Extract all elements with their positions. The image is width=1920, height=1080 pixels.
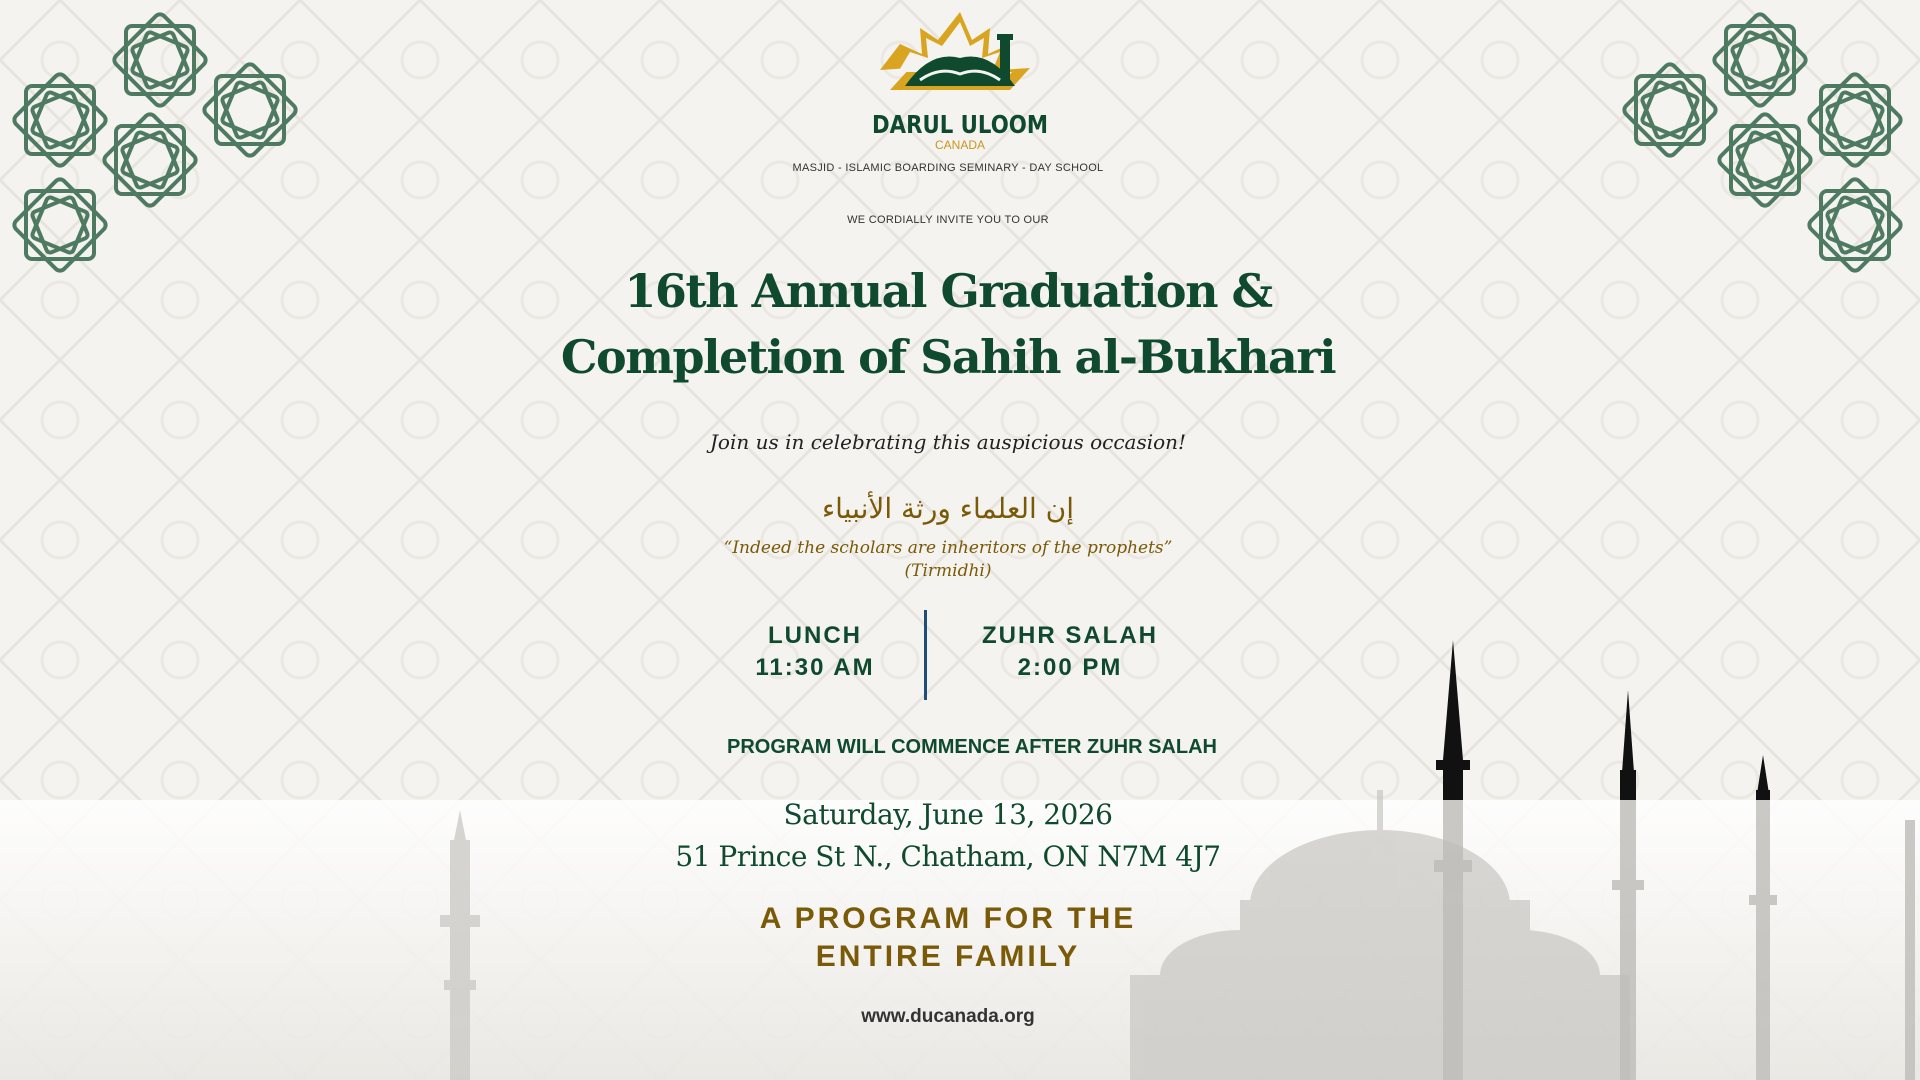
zuhr-label: ZUHR SALAH: [982, 622, 1158, 649]
quote-translation: “Indeed the scholars are inheritors of the prophets”: [723, 538, 1173, 558]
event-title-line2: Completion of Sahih al-Bukhari: [560, 330, 1336, 384]
arabic-quote: إن العلماء ورثة الأنبياء: [822, 492, 1074, 525]
schedule-right: [940, 622, 1200, 682]
tagline: MASJID - ISLAMIC BOARDING SEMINARY - DAY SCHOOL: [792, 162, 1104, 174]
family-line1: A PROGRAM FOR THE: [759, 902, 1137, 935]
logo-country: CANADA: [934, 138, 985, 152]
event-title-line1: 16th Annual Graduation &: [624, 264, 1272, 318]
family-line2: ENTIRE FAMILY: [815, 940, 1081, 973]
event-subtitle: Join us in celebrating this auspicious occasion!: [709, 430, 1187, 454]
quote-source: (Tirmidhi): [904, 561, 992, 581]
website-link[interactable]: www.ducanada.org: [861, 1006, 1035, 1027]
schedule: [700, 610, 1200, 700]
lunch-time: 11:30 AM: [755, 654, 875, 681]
schedule-divider: [924, 610, 927, 700]
schedule-left: [700, 622, 930, 682]
invite-lead: WE CORDIALLY INVITE YOU TO OUR: [847, 214, 1049, 226]
event-date: Saturday, June 13, 2026: [783, 798, 1113, 831]
event-address: 51 Prince St N., Chatham, ON N7M 4J7: [675, 840, 1221, 873]
lunch-label: LUNCH: [768, 622, 862, 649]
program-note: PROGRAM WILL COMMENCE AFTER ZUHR SALAH: [727, 736, 1217, 758]
zuhr-time: 2:00 PM: [1017, 654, 1123, 681]
maple-leaf-logo-icon: [860, 10, 1060, 115]
logo-name: DARUL ULOOM: [872, 110, 1048, 139]
